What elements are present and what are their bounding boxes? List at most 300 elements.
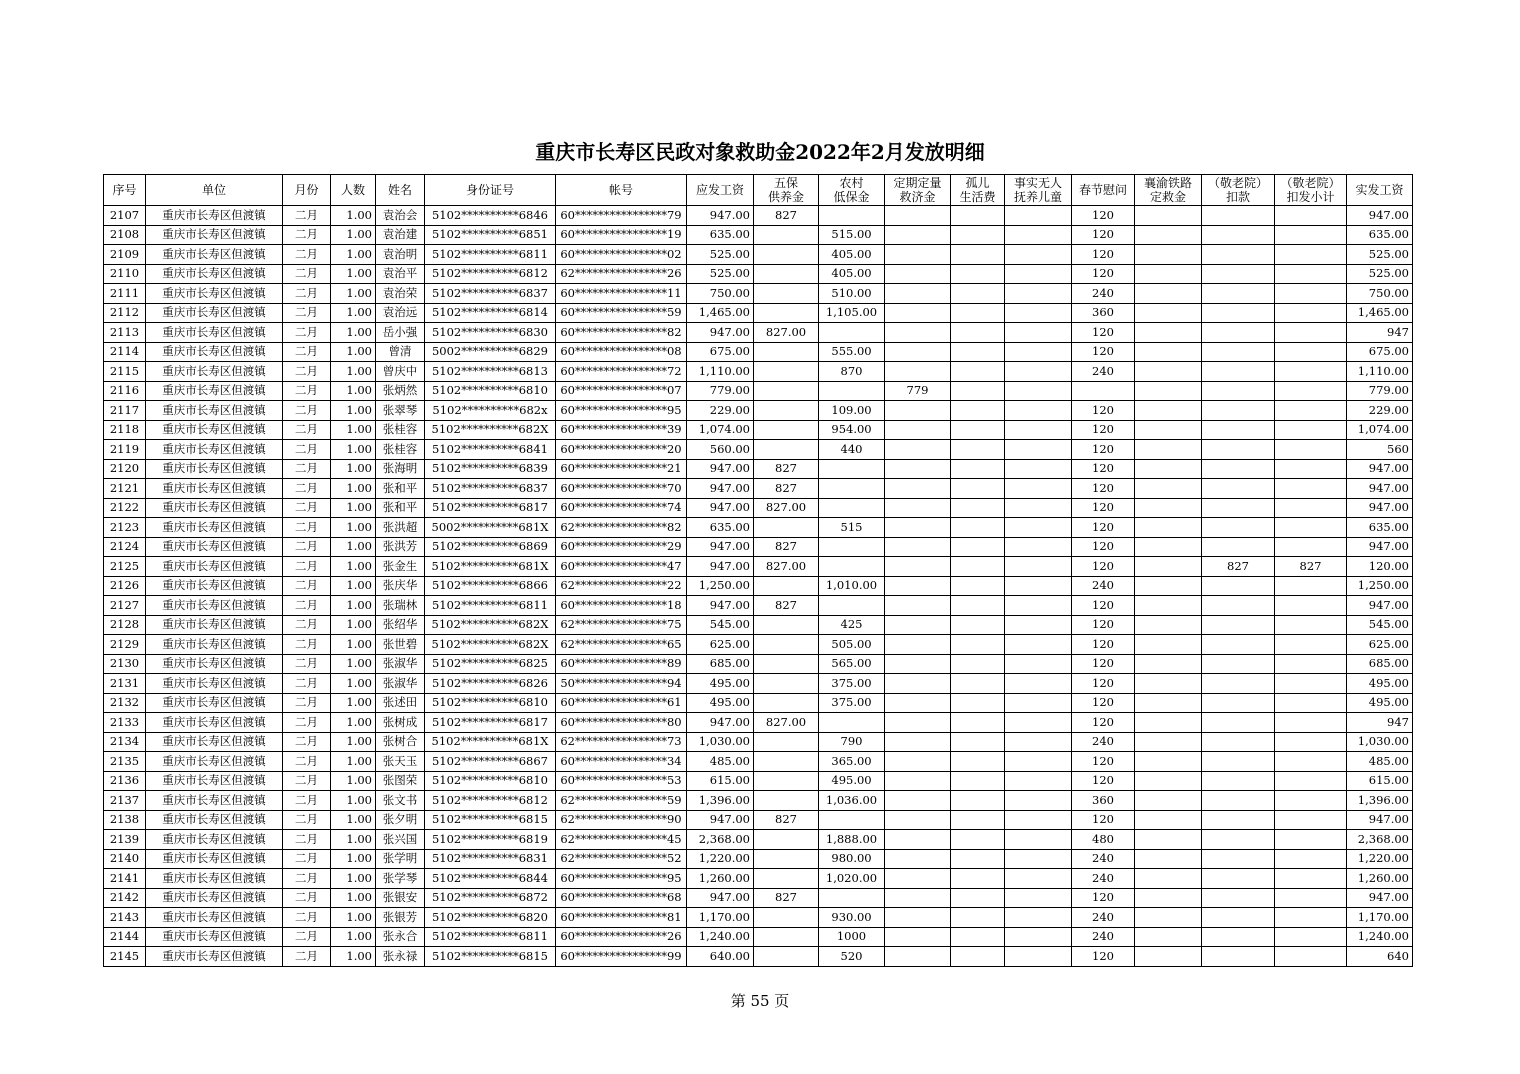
cell-col-five-guarantee xyxy=(754,576,819,596)
cell-col-actual-pay: 947.00 xyxy=(1347,206,1413,226)
cell-col-nursing-subtotal xyxy=(1275,537,1347,557)
cell-col-regular-relief xyxy=(885,888,951,908)
cell-col-unattended-child xyxy=(1005,732,1072,752)
cell-col-regular-relief xyxy=(885,303,951,323)
cell-col-month: 二月 xyxy=(283,206,331,226)
cell-col-nursing-subtotal xyxy=(1275,654,1347,674)
cell-col-month: 二月 xyxy=(283,479,331,499)
cell-col-payable: 640.00 xyxy=(687,947,754,967)
cell-col-id-number: 5102**********6837 xyxy=(425,479,556,499)
cell-col-railway-relief xyxy=(1135,908,1202,928)
cell-col-five-guarantee xyxy=(754,401,819,421)
cell-col-payable: 525.00 xyxy=(687,245,754,265)
cell-col-nursing-subtotal xyxy=(1275,693,1347,713)
cell-col-orphan-allowance xyxy=(951,927,1005,947)
cell-col-five-guarantee xyxy=(754,791,819,811)
cell-col-name: 张银安 xyxy=(376,888,425,908)
cell-col-account: 60****************82 xyxy=(556,323,687,343)
cell-col-actual-pay: 750.00 xyxy=(1347,284,1413,304)
cell-col-rural-subsistence xyxy=(819,888,885,908)
cell-col-account: 50****************94 xyxy=(556,674,687,694)
cell-col-rural-subsistence xyxy=(819,459,885,479)
cell-col-unit: 重庆市长寿区但渡镇 xyxy=(146,732,283,752)
cell-col-month: 二月 xyxy=(283,674,331,694)
cell-col-nursing-deduction xyxy=(1202,713,1275,733)
table-row xyxy=(104,225,1413,245)
cell-col-month: 二月 xyxy=(283,947,331,967)
cell-col-unit: 重庆市长寿区但渡镇 xyxy=(146,362,283,382)
cell-col-payable: 947.00 xyxy=(687,323,754,343)
cell-col-railway-relief xyxy=(1135,771,1202,791)
header-col-count: 人数 xyxy=(331,175,376,206)
cell-col-rural-subsistence: 870 xyxy=(819,362,885,382)
cell-col-regular-relief xyxy=(885,420,951,440)
cell-col-orphan-allowance xyxy=(951,264,1005,284)
cell-col-count: 1.00 xyxy=(331,401,376,421)
cell-col-regular-relief xyxy=(885,206,951,226)
cell-col-orphan-allowance xyxy=(951,362,1005,382)
cell-col-name: 张述田 xyxy=(376,693,425,713)
cell-col-payable: 675.00 xyxy=(687,342,754,362)
cell-col-count: 1.00 xyxy=(331,596,376,616)
cell-col-payable: 947.00 xyxy=(687,888,754,908)
header-col-nursing-deduction: （敬老院） 扣款 xyxy=(1202,175,1275,206)
table-row xyxy=(104,576,1413,596)
cell-col-actual-pay: 779.00 xyxy=(1347,381,1413,401)
cell-col-actual-pay: 525.00 xyxy=(1347,264,1413,284)
header-col-nursing-subtotal: （敬老院） 扣发小计 xyxy=(1275,175,1347,206)
table-row xyxy=(104,888,1413,908)
cell-col-spring-festival: 240 xyxy=(1072,362,1135,382)
cell-col-five-guarantee xyxy=(754,440,819,460)
cell-col-index: 2138 xyxy=(104,810,146,830)
cell-col-five-guarantee: 827 xyxy=(754,479,819,499)
cell-col-unattended-child xyxy=(1005,557,1072,577)
cell-col-unattended-child xyxy=(1005,908,1072,928)
cell-col-five-guarantee xyxy=(754,264,819,284)
cell-col-id-number: 5102**********6820 xyxy=(425,908,556,928)
cell-col-railway-relief xyxy=(1135,245,1202,265)
cell-col-orphan-allowance xyxy=(951,284,1005,304)
cell-col-nursing-subtotal xyxy=(1275,908,1347,928)
cell-col-name: 张绍华 xyxy=(376,615,425,635)
table-row xyxy=(104,264,1413,284)
table-row xyxy=(104,713,1413,733)
cell-col-nursing-subtotal xyxy=(1275,830,1347,850)
cell-col-regular-relief xyxy=(885,752,951,772)
cell-col-spring-festival: 120 xyxy=(1072,401,1135,421)
cell-col-payable: 779.00 xyxy=(687,381,754,401)
cell-col-rural-subsistence: 375.00 xyxy=(819,693,885,713)
cell-col-nursing-deduction xyxy=(1202,401,1275,421)
cell-col-payable: 1,250.00 xyxy=(687,576,754,596)
header-col-five-guarantee: 五保 供养金 xyxy=(754,175,819,206)
table-row xyxy=(104,732,1413,752)
cell-col-index: 2135 xyxy=(104,752,146,772)
cell-col-orphan-allowance xyxy=(951,888,1005,908)
cell-col-actual-pay: 947.00 xyxy=(1347,596,1413,616)
cell-col-rural-subsistence: 954.00 xyxy=(819,420,885,440)
cell-col-month: 二月 xyxy=(283,810,331,830)
cell-col-actual-pay: 1,465.00 xyxy=(1347,303,1413,323)
cell-col-orphan-allowance xyxy=(951,947,1005,967)
table-row xyxy=(104,752,1413,772)
cell-col-id-number: 5102**********6825 xyxy=(425,654,556,674)
cell-col-five-guarantee: 827.00 xyxy=(754,323,819,343)
cell-col-orphan-allowance xyxy=(951,908,1005,928)
cell-col-payable: 485.00 xyxy=(687,752,754,772)
cell-col-nursing-deduction xyxy=(1202,947,1275,967)
cell-col-month: 二月 xyxy=(283,440,331,460)
cell-col-id-number: 5102**********6866 xyxy=(425,576,556,596)
cell-col-month: 二月 xyxy=(283,225,331,245)
cell-col-unit: 重庆市长寿区但渡镇 xyxy=(146,888,283,908)
cell-col-actual-pay: 947.00 xyxy=(1347,459,1413,479)
cell-col-actual-pay: 1,240.00 xyxy=(1347,927,1413,947)
cell-col-name: 袁治建 xyxy=(376,225,425,245)
cell-col-orphan-allowance xyxy=(951,323,1005,343)
cell-col-spring-festival: 240 xyxy=(1072,284,1135,304)
cell-col-month: 二月 xyxy=(283,654,331,674)
cell-col-month: 二月 xyxy=(283,381,331,401)
cell-col-regular-relief xyxy=(885,362,951,382)
cell-col-account: 62****************22 xyxy=(556,576,687,596)
cell-col-count: 1.00 xyxy=(331,576,376,596)
cell-col-regular-relief xyxy=(885,440,951,460)
cell-col-regular-relief xyxy=(885,557,951,577)
cell-col-count: 1.00 xyxy=(331,518,376,538)
cell-col-index: 2143 xyxy=(104,908,146,928)
cell-col-id-number: 5102**********682X xyxy=(425,420,556,440)
cell-col-five-guarantee xyxy=(754,303,819,323)
cell-col-actual-pay: 675.00 xyxy=(1347,342,1413,362)
cell-col-nursing-deduction xyxy=(1202,908,1275,928)
cell-col-account: 60****************79 xyxy=(556,206,687,226)
cell-col-index: 2122 xyxy=(104,498,146,518)
cell-col-account: 60****************07 xyxy=(556,381,687,401)
table-row xyxy=(104,654,1413,674)
cell-col-regular-relief xyxy=(885,693,951,713)
cell-col-nursing-subtotal xyxy=(1275,810,1347,830)
table-row xyxy=(104,615,1413,635)
cell-col-count: 1.00 xyxy=(331,791,376,811)
cell-col-spring-festival xyxy=(1072,381,1135,401)
cell-col-nursing-deduction xyxy=(1202,654,1275,674)
table-row xyxy=(104,206,1413,226)
cell-col-month: 二月 xyxy=(283,284,331,304)
cell-col-nursing-subtotal xyxy=(1275,674,1347,694)
cell-col-nursing-deduction xyxy=(1202,440,1275,460)
cell-col-orphan-allowance xyxy=(951,303,1005,323)
cell-col-index: 2110 xyxy=(104,264,146,284)
cell-col-payable: 947.00 xyxy=(687,596,754,616)
cell-col-nursing-subtotal xyxy=(1275,576,1347,596)
cell-col-rural-subsistence: 1,105.00 xyxy=(819,303,885,323)
cell-col-unit: 重庆市长寿区但渡镇 xyxy=(146,225,283,245)
cell-col-unattended-child xyxy=(1005,888,1072,908)
cell-col-orphan-allowance xyxy=(951,635,1005,655)
cell-col-id-number: 5102**********6811 xyxy=(425,596,556,616)
table-row xyxy=(104,791,1413,811)
cell-col-spring-festival: 120 xyxy=(1072,459,1135,479)
cell-col-name: 张洪芳 xyxy=(376,537,425,557)
cell-col-actual-pay: 947.00 xyxy=(1347,498,1413,518)
cell-col-unit: 重庆市长寿区但渡镇 xyxy=(146,830,283,850)
cell-col-five-guarantee xyxy=(754,420,819,440)
cell-col-actual-pay: 625.00 xyxy=(1347,635,1413,655)
cell-col-nursing-deduction xyxy=(1202,381,1275,401)
cell-col-id-number: 5102**********682x xyxy=(425,401,556,421)
cell-col-actual-pay: 615.00 xyxy=(1347,771,1413,791)
cell-col-orphan-allowance xyxy=(951,576,1005,596)
cell-col-nursing-subtotal xyxy=(1275,401,1347,421)
cell-col-five-guarantee: 827 xyxy=(754,206,819,226)
cell-col-count: 1.00 xyxy=(331,264,376,284)
cell-col-nursing-deduction xyxy=(1202,264,1275,284)
cell-col-count: 1.00 xyxy=(331,381,376,401)
cell-col-unit: 重庆市长寿区但渡镇 xyxy=(146,635,283,655)
cell-col-railway-relief xyxy=(1135,596,1202,616)
cell-col-nursing-deduction xyxy=(1202,791,1275,811)
cell-col-nursing-subtotal xyxy=(1275,869,1347,889)
cell-col-payable: 947.00 xyxy=(687,537,754,557)
cell-col-rural-subsistence: 365.00 xyxy=(819,752,885,772)
table-row xyxy=(104,479,1413,499)
cell-col-payable: 947.00 xyxy=(687,206,754,226)
cell-col-name: 张图荣 xyxy=(376,771,425,791)
cell-col-name: 张学琴 xyxy=(376,869,425,889)
cell-col-actual-pay: 947.00 xyxy=(1347,888,1413,908)
cell-col-rural-subsistence: 1,020.00 xyxy=(819,869,885,889)
cell-col-nursing-deduction xyxy=(1202,420,1275,440)
cell-col-account: 60****************95 xyxy=(556,401,687,421)
cell-col-rural-subsistence: 109.00 xyxy=(819,401,885,421)
cell-col-unattended-child xyxy=(1005,284,1072,304)
cell-col-payable: 1,260.00 xyxy=(687,869,754,889)
cell-col-payable: 1,030.00 xyxy=(687,732,754,752)
cell-col-actual-pay: 1,396.00 xyxy=(1347,791,1413,811)
cell-col-unit: 重庆市长寿区但渡镇 xyxy=(146,674,283,694)
header-col-id-number: 身份证号 xyxy=(425,175,556,206)
cell-col-unattended-child xyxy=(1005,245,1072,265)
cell-col-five-guarantee: 827 xyxy=(754,888,819,908)
cell-col-actual-pay: 1,074.00 xyxy=(1347,420,1413,440)
cell-col-spring-festival: 120 xyxy=(1072,674,1135,694)
cell-col-index: 2127 xyxy=(104,596,146,616)
cell-col-spring-festival: 120 xyxy=(1072,479,1135,499)
cell-col-id-number: 5102**********6830 xyxy=(425,323,556,343)
cell-col-nursing-deduction xyxy=(1202,888,1275,908)
cell-col-index: 2145 xyxy=(104,947,146,967)
header-col-unattended-child: 事实无人 抚养儿童 xyxy=(1005,175,1072,206)
cell-col-railway-relief xyxy=(1135,752,1202,772)
cell-col-railway-relief xyxy=(1135,342,1202,362)
cell-col-actual-pay: 495.00 xyxy=(1347,674,1413,694)
cell-col-unattended-child xyxy=(1005,693,1072,713)
cell-col-account: 62****************73 xyxy=(556,732,687,752)
cell-col-nursing-deduction xyxy=(1202,537,1275,557)
cell-col-actual-pay: 1,030.00 xyxy=(1347,732,1413,752)
relief-payment-table xyxy=(103,174,1413,967)
cell-col-spring-festival: 120 xyxy=(1072,342,1135,362)
cell-col-month: 二月 xyxy=(283,849,331,869)
cell-col-five-guarantee xyxy=(754,284,819,304)
cell-col-unattended-child xyxy=(1005,420,1072,440)
cell-col-unit: 重庆市长寿区但渡镇 xyxy=(146,245,283,265)
cell-col-unattended-child xyxy=(1005,869,1072,889)
cell-col-unit: 重庆市长寿区但渡镇 xyxy=(146,342,283,362)
cell-col-orphan-allowance xyxy=(951,557,1005,577)
cell-col-payable: 685.00 xyxy=(687,654,754,674)
cell-col-railway-relief xyxy=(1135,459,1202,479)
cell-col-nursing-deduction xyxy=(1202,693,1275,713)
cell-col-account: 60****************02 xyxy=(556,245,687,265)
cell-col-month: 二月 xyxy=(283,303,331,323)
cell-col-rural-subsistence: 440 xyxy=(819,440,885,460)
cell-col-count: 1.00 xyxy=(331,771,376,791)
cell-col-orphan-allowance xyxy=(951,596,1005,616)
cell-col-spring-festival: 120 xyxy=(1072,947,1135,967)
cell-col-rural-subsistence xyxy=(819,557,885,577)
cell-col-nursing-deduction xyxy=(1202,927,1275,947)
page-number: 第 55 页 xyxy=(730,992,790,1010)
cell-col-rural-subsistence xyxy=(819,381,885,401)
table-row xyxy=(104,635,1413,655)
cell-col-account: 60****************89 xyxy=(556,654,687,674)
cell-col-count: 1.00 xyxy=(331,674,376,694)
table-row xyxy=(104,596,1413,616)
cell-col-regular-relief xyxy=(885,615,951,635)
cell-col-account: 60****************34 xyxy=(556,752,687,772)
cell-col-regular-relief xyxy=(885,869,951,889)
cell-col-rural-subsistence: 515 xyxy=(819,518,885,538)
cell-col-five-guarantee xyxy=(754,225,819,245)
cell-col-railway-relief xyxy=(1135,498,1202,518)
cell-col-unit: 重庆市长寿区但渡镇 xyxy=(146,323,283,343)
cell-col-unattended-child xyxy=(1005,752,1072,772)
cell-col-unit: 重庆市长寿区但渡镇 xyxy=(146,420,283,440)
cell-col-payable: 947.00 xyxy=(687,810,754,830)
cell-col-nursing-subtotal xyxy=(1275,323,1347,343)
cell-col-account: 62****************52 xyxy=(556,849,687,869)
cell-col-index: 2144 xyxy=(104,927,146,947)
cell-col-orphan-allowance xyxy=(951,654,1005,674)
table-row xyxy=(104,420,1413,440)
cell-col-account: 60****************74 xyxy=(556,498,687,518)
cell-col-unit: 重庆市长寿区但渡镇 xyxy=(146,537,283,557)
cell-col-nursing-subtotal xyxy=(1275,791,1347,811)
cell-col-five-guarantee xyxy=(754,927,819,947)
cell-col-unit: 重庆市长寿区但渡镇 xyxy=(146,440,283,460)
cell-col-regular-relief xyxy=(885,459,951,479)
cell-col-nursing-subtotal xyxy=(1275,518,1347,538)
cell-col-month: 二月 xyxy=(283,927,331,947)
cell-col-railway-relief xyxy=(1135,635,1202,655)
cell-col-spring-festival: 120 xyxy=(1072,752,1135,772)
cell-col-id-number: 5102**********682X xyxy=(425,615,556,635)
table-row xyxy=(104,440,1413,460)
table-row xyxy=(104,459,1413,479)
cell-col-count: 1.00 xyxy=(331,557,376,577)
cell-col-unattended-child xyxy=(1005,459,1072,479)
cell-col-spring-festival: 120 xyxy=(1072,498,1135,518)
cell-col-spring-festival: 240 xyxy=(1072,927,1135,947)
cell-col-five-guarantee: 827.00 xyxy=(754,713,819,733)
cell-col-unattended-child xyxy=(1005,830,1072,850)
cell-col-name: 张夕明 xyxy=(376,810,425,830)
cell-col-unattended-child xyxy=(1005,791,1072,811)
cell-col-five-guarantee xyxy=(754,342,819,362)
cell-col-id-number: 5102**********6815 xyxy=(425,810,556,830)
table-row xyxy=(104,303,1413,323)
cell-col-five-guarantee xyxy=(754,752,819,772)
cell-col-nursing-deduction xyxy=(1202,752,1275,772)
cell-col-actual-pay: 947.00 xyxy=(1347,810,1413,830)
cell-col-rural-subsistence: 1000 xyxy=(819,927,885,947)
cell-col-spring-festival: 240 xyxy=(1072,849,1135,869)
cell-col-payable: 525.00 xyxy=(687,264,754,284)
cell-col-spring-festival: 120 xyxy=(1072,693,1135,713)
cell-col-unit: 重庆市长寿区但渡镇 xyxy=(146,303,283,323)
cell-col-rural-subsistence: 405.00 xyxy=(819,245,885,265)
cell-col-account: 60****************08 xyxy=(556,342,687,362)
cell-col-count: 1.00 xyxy=(331,869,376,889)
cell-col-railway-relief xyxy=(1135,264,1202,284)
cell-col-actual-pay: 947.00 xyxy=(1347,537,1413,557)
cell-col-actual-pay: 947 xyxy=(1347,323,1413,343)
cell-col-unattended-child xyxy=(1005,596,1072,616)
cell-col-name: 张翠琴 xyxy=(376,401,425,421)
cell-col-index: 2139 xyxy=(104,830,146,850)
table-row xyxy=(104,908,1413,928)
cell-col-month: 二月 xyxy=(283,401,331,421)
cell-col-regular-relief xyxy=(885,264,951,284)
cell-col-railway-relief xyxy=(1135,674,1202,694)
cell-col-count: 1.00 xyxy=(331,635,376,655)
cell-col-name: 张淑华 xyxy=(376,654,425,674)
cell-col-unit: 重庆市长寿区但渡镇 xyxy=(146,771,283,791)
header-col-regular-relief: 定期定量 救济金 xyxy=(885,175,951,206)
table-row xyxy=(104,771,1413,791)
cell-col-unattended-child xyxy=(1005,518,1072,538)
cell-col-regular-relief xyxy=(885,947,951,967)
cell-col-nursing-deduction xyxy=(1202,596,1275,616)
cell-col-nursing-deduction xyxy=(1202,615,1275,635)
cell-col-name: 张和平 xyxy=(376,479,425,499)
cell-col-id-number: 5102**********6810 xyxy=(425,381,556,401)
table-row xyxy=(104,849,1413,869)
cell-col-actual-pay: 1,170.00 xyxy=(1347,908,1413,928)
cell-col-nursing-subtotal xyxy=(1275,303,1347,323)
cell-col-unattended-child xyxy=(1005,479,1072,499)
cell-col-spring-festival: 120 xyxy=(1072,771,1135,791)
cell-col-name: 张瑞林 xyxy=(376,596,425,616)
cell-col-five-guarantee xyxy=(754,869,819,889)
cell-col-railway-relief xyxy=(1135,284,1202,304)
cell-col-unit: 重庆市长寿区但渡镇 xyxy=(146,654,283,674)
cell-col-count: 1.00 xyxy=(331,947,376,967)
cell-col-account: 60****************53 xyxy=(556,771,687,791)
cell-col-unit: 重庆市长寿区但渡镇 xyxy=(146,791,283,811)
cell-col-index: 2121 xyxy=(104,479,146,499)
header-col-name: 姓名 xyxy=(376,175,425,206)
cell-col-month: 二月 xyxy=(283,518,331,538)
cell-col-name: 张庆华 xyxy=(376,576,425,596)
cell-col-nursing-deduction xyxy=(1202,206,1275,226)
cell-col-unit: 重庆市长寿区但渡镇 xyxy=(146,849,283,869)
cell-col-rural-subsistence: 505.00 xyxy=(819,635,885,655)
cell-col-nursing-subtotal xyxy=(1275,771,1347,791)
